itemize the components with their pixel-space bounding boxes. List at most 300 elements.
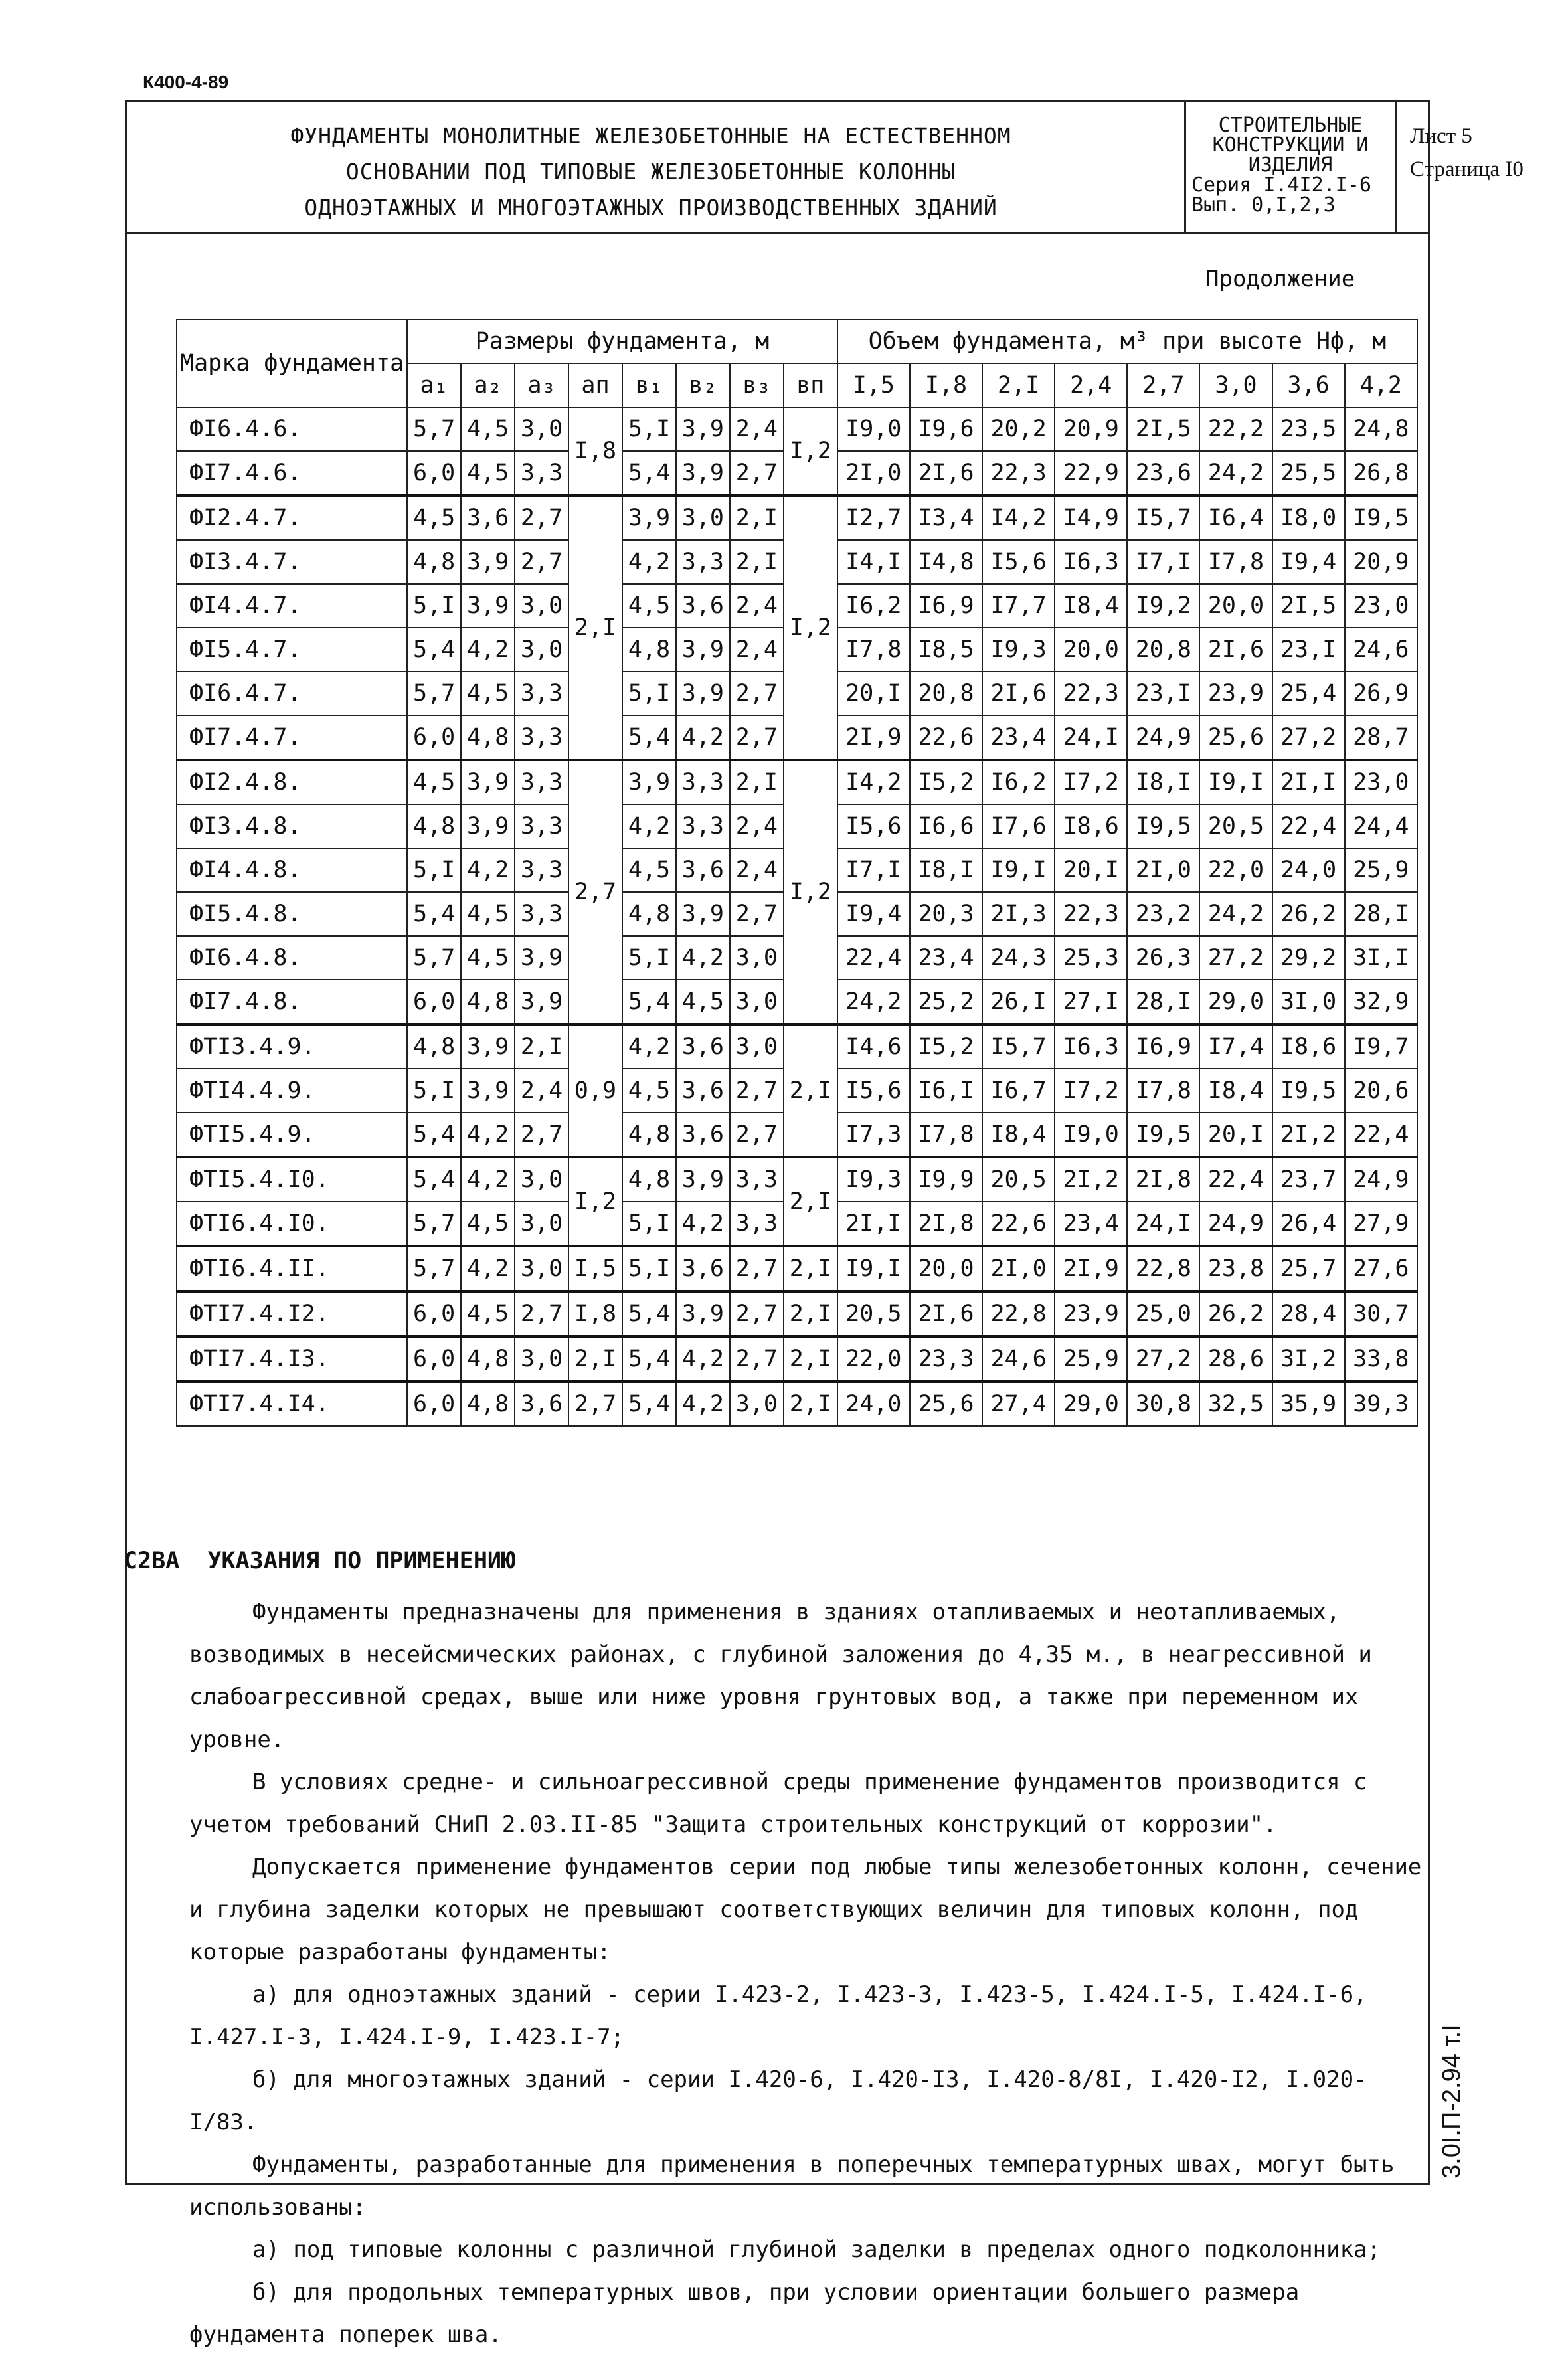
volume-cell: I3,4 [910, 496, 982, 540]
volume-cell: 27,2 [1199, 936, 1272, 980]
volume-cell: 25,3 [1055, 936, 1127, 980]
volume-cell: 24,2 [1199, 451, 1272, 496]
dim-a2: 4,2 [461, 628, 515, 672]
volume-cell: 28,I [1127, 980, 1199, 1024]
volume-cell: 22,4 [1199, 1157, 1272, 1202]
dim-b2: 4,2 [676, 936, 730, 980]
volume-cell: 22,6 [982, 1202, 1055, 1246]
volume-cell: 23,9 [1199, 672, 1272, 715]
dimension-column-header: вп [784, 363, 837, 407]
dim-a1: 6,0 [407, 1336, 461, 1382]
volume-cell: 2I,I [837, 1202, 910, 1246]
dim-b2: 3,6 [676, 848, 730, 892]
dim-a2: 4,2 [461, 848, 515, 892]
volume-cell: I6,9 [910, 584, 982, 628]
dim-an: 2,I [568, 1336, 622, 1382]
volume-cell: 23,5 [1272, 407, 1345, 451]
dim-a2: 4,8 [461, 1336, 515, 1382]
dim-b3: 3,0 [730, 1024, 784, 1069]
dim-a3: 3,9 [515, 980, 568, 1024]
section-code: С2ВА [124, 1548, 180, 1574]
dim-a2: 4,5 [461, 892, 515, 936]
dim-a2: 4,8 [461, 980, 515, 1024]
volume-cell: I9,2 [1127, 584, 1199, 628]
volume-cell: 24,8 [1345, 407, 1417, 451]
dim-an: I,5 [568, 1246, 622, 1291]
dim-b3: 2,7 [730, 451, 784, 496]
corner-code: К400-4-89 [143, 72, 229, 92]
volume-cell: I2,7 [837, 496, 910, 540]
series-line: КОНСТРУКЦИИ И [1212, 134, 1369, 157]
volume-cell: I6,3 [1055, 1024, 1127, 1069]
dim-bn: 2,I [784, 1157, 837, 1246]
dim-b2: 3,0 [676, 496, 730, 540]
volume-cell: 24,2 [837, 980, 910, 1024]
foundation-mark: ФI7.4.7. [177, 715, 407, 760]
dim-a1: 5,7 [407, 936, 461, 980]
dim-b3: 3,0 [730, 980, 784, 1024]
dim-a3: 3,0 [515, 1336, 568, 1382]
dim-b3: 2,7 [730, 1291, 784, 1336]
volume-cell: I9,I [982, 848, 1055, 892]
volume-cell: 24,I [1055, 715, 1127, 760]
dim-b2: 4,2 [676, 1336, 730, 1382]
volume-cell: 23,0 [1345, 760, 1417, 804]
volume-cell: 23,9 [1055, 1291, 1127, 1336]
volume-cell: 29,0 [1055, 1382, 1127, 1426]
dim-b2: 3,6 [676, 1113, 730, 1157]
dimension-column-header: a₂ [461, 363, 515, 407]
dim-b3: 2,7 [730, 1069, 784, 1113]
dimension-column-header: в₁ [622, 363, 676, 407]
table-row [177, 1024, 1417, 1069]
volume-cell: 26,8 [1345, 451, 1417, 496]
foundation-mark: ФI6.4.6. [177, 407, 407, 451]
volume-cell: 3I,2 [1272, 1336, 1345, 1382]
dim-a3: 3,0 [515, 1246, 568, 1291]
continued-label: Продолжение [1205, 266, 1355, 292]
volume-cell: I5,2 [910, 1024, 982, 1069]
dim-b1: 5,I [622, 407, 676, 451]
dim-b1: 5,4 [622, 980, 676, 1024]
volume-cell: 27,2 [1272, 715, 1345, 760]
volume-cell: 24,6 [1345, 628, 1417, 672]
page-number: Страница I0 [1410, 157, 1524, 181]
volume-cell: I8,I [1127, 760, 1199, 804]
dim-a1: 5,7 [407, 672, 461, 715]
volume-cell: 20,6 [1345, 1069, 1417, 1113]
foundation-mark: ФТI5.4.9. [177, 1113, 407, 1157]
table-row [177, 496, 1417, 540]
dim-a1: 5,4 [407, 1157, 461, 1202]
dim-an: 2,I [568, 496, 622, 760]
dim-b2: 3,9 [676, 672, 730, 715]
foundation-mark: ФТI4.4.9. [177, 1069, 407, 1113]
dim-b1: 4,5 [622, 848, 676, 892]
volume-cell: I7,I [1127, 540, 1199, 584]
dim-b2: 3,3 [676, 760, 730, 804]
height-column-header: 2,7 [1127, 363, 1199, 407]
volume-cell: 23,8 [1199, 1246, 1272, 1291]
dim-a3: 2,7 [515, 1291, 568, 1336]
dim-a3: 3,3 [515, 892, 568, 936]
title-line: ОДНОЭТАЖНЫХ И МНОГОЭТАЖНЫХ ПРОИЗВОДСТВЕННЫХ ЗДАНИЙ [304, 195, 998, 221]
dim-b2: 3,3 [676, 540, 730, 584]
dimension-column-header: a₁ [407, 363, 461, 407]
foundation-mark: ФТI6.4.I0. [177, 1202, 407, 1246]
dim-b1: 4,8 [622, 1157, 676, 1202]
volume-cell: 24,9 [1199, 1202, 1272, 1246]
dim-a2: 4,2 [461, 1157, 515, 1202]
volume-cell: 25,6 [1199, 715, 1272, 760]
volume-cell: 35,9 [1272, 1382, 1345, 1426]
dim-a1: 6,0 [407, 980, 461, 1024]
dim-b3: 2,4 [730, 407, 784, 451]
dim-b1: 5,4 [622, 715, 676, 760]
volume-cell: I6,4 [1199, 496, 1272, 540]
volume-cell: I7,2 [1055, 760, 1127, 804]
dim-bn: 2,I [784, 1291, 837, 1336]
volume-cell: I7,2 [1055, 1069, 1127, 1113]
volume-cell: 2I,2 [1055, 1157, 1127, 1202]
dim-an: I,8 [568, 1291, 622, 1336]
dim-a2: 3,6 [461, 496, 515, 540]
dim-b3: 3,0 [730, 936, 784, 980]
volume-cell: 27,I [1055, 980, 1127, 1024]
volume-cell: 3I,I [1345, 936, 1417, 980]
volume-cell: I6,6 [910, 804, 982, 848]
foundation-mark: ФI2.4.7. [177, 496, 407, 540]
dim-b1: 5,4 [622, 1291, 676, 1336]
paragraph: а) для одноэтажных зданий - серии I.423-2, I.423-3, I.423-5, I.424.I-5, I.424.I-6, I.427.I-3, I.424.I-9, I.423.I-7; [189, 1981, 1367, 2050]
dim-a2: 4,5 [461, 936, 515, 980]
dim-a1: 4,8 [407, 1024, 461, 1069]
volume-cell: I7,8 [1127, 1069, 1199, 1113]
dim-a3: 3,0 [515, 584, 568, 628]
volume-cell: 2I,6 [1199, 628, 1272, 672]
volume-cell: 23,0 [1345, 584, 1417, 628]
foundation-mark: ФI5.4.7. [177, 628, 407, 672]
volume-cell: I9,I [1199, 760, 1272, 804]
paragraph: Фундаменты, разработанные для применения в поперечных температурных швах, могут быть использованы: [189, 2151, 1395, 2220]
table-row [177, 1291, 1417, 1336]
dim-b1: 4,2 [622, 540, 676, 584]
dim-b1: 4,2 [622, 804, 676, 848]
volume-cell: 22,0 [837, 1336, 910, 1382]
sheet-number: Лист 5 [1410, 124, 1472, 148]
dim-a3: 3,0 [515, 1157, 568, 1202]
table-row [177, 1246, 1417, 1291]
dim-a2: 3,9 [461, 1069, 515, 1113]
dim-b3: 2,4 [730, 848, 784, 892]
volume-cell: 27,9 [1345, 1202, 1417, 1246]
foundation-mark: ФI6.4.8. [177, 936, 407, 980]
volume-cell: 30,7 [1345, 1291, 1417, 1336]
dim-b2: 3,9 [676, 1157, 730, 1202]
dim-a3: 3,3 [515, 848, 568, 892]
volume-cell: I9,4 [1272, 540, 1345, 584]
dim-b3: 2,4 [730, 628, 784, 672]
dim-a3: 2,4 [515, 1069, 568, 1113]
dim-b1: 4,8 [622, 892, 676, 936]
instructions-text [189, 1591, 1425, 2356]
foundation-mark: ФТI3.4.9. [177, 1024, 407, 1069]
dim-b1: 5,4 [622, 1382, 676, 1426]
volume-cell: 28,6 [1199, 1336, 1272, 1382]
dim-b3: 2,I [730, 760, 784, 804]
dim-a2: 4,5 [461, 451, 515, 496]
volume-cell: 2I,8 [1127, 1157, 1199, 1202]
paragraph: а) под типовые колонны с различной глубиной заделки в пределах одного подколонника; [252, 2236, 1381, 2263]
volume-cell: I9,I [837, 1246, 910, 1291]
volume-cell: I5,6 [837, 1069, 910, 1113]
foundation-mark: ФI3.4.8. [177, 804, 407, 848]
dim-a2: 4,5 [461, 1202, 515, 1246]
volume-cell: 24,3 [982, 936, 1055, 980]
dim-b1: 5,4 [622, 451, 676, 496]
volume-cell: 29,2 [1272, 936, 1345, 980]
volume-cell: 25,5 [1272, 451, 1345, 496]
title-block [125, 100, 1524, 234]
dimension-column-header: в₃ [730, 363, 784, 407]
volume-cell: 22,3 [1055, 892, 1127, 936]
dim-b1: 4,8 [622, 1113, 676, 1157]
dim-a3: 2,I [515, 1024, 568, 1069]
dim-b3: 2,4 [730, 584, 784, 628]
dim-a2: 3,9 [461, 1024, 515, 1069]
volume-cell: 23,7 [1272, 1157, 1345, 1202]
dim-bn: I,2 [784, 496, 837, 760]
dim-bn: I,2 [784, 760, 837, 1024]
table-row [177, 760, 1417, 804]
volume-cell: 24,0 [837, 1382, 910, 1426]
series-line: ИЗДЕЛИЯ [1248, 153, 1333, 177]
volume-cell: 25,0 [1127, 1291, 1199, 1336]
dim-a3: 3,9 [515, 936, 568, 980]
volume-cell: 20,0 [1055, 628, 1127, 672]
dim-a1: 5,4 [407, 892, 461, 936]
volume-cell: 20,3 [910, 892, 982, 936]
height-column-header: I,5 [837, 363, 910, 407]
dim-a3: 3,6 [515, 1382, 568, 1426]
document-title [133, 118, 1169, 226]
volume-cell: I8,5 [910, 628, 982, 672]
volume-cell: I7,8 [1199, 540, 1272, 584]
volume-cell: I9,5 [1127, 804, 1199, 848]
dim-b3: 2,7 [730, 672, 784, 715]
volume-cell: 2I,I [1272, 760, 1345, 804]
dim-b3: 3,3 [730, 1202, 784, 1246]
volume-cell: 39,3 [1345, 1382, 1417, 1426]
dim-a2: 4,2 [461, 1113, 515, 1157]
dim-bn: I,2 [784, 407, 837, 496]
dim-a1: 5,7 [407, 1246, 461, 1291]
dim-b3: 2,7 [730, 715, 784, 760]
volume-cell: 2I,9 [1055, 1246, 1127, 1291]
dim-b1: 5,I [622, 672, 676, 715]
dim-b2: 3,9 [676, 407, 730, 451]
volume-cell: I7,8 [910, 1113, 982, 1157]
volume-cell: 22,3 [982, 451, 1055, 496]
volume-cell: 20,5 [837, 1291, 910, 1336]
dim-a3: 3,0 [515, 628, 568, 672]
series-line: Серия I.4I2.I-6 [1191, 173, 1371, 197]
dim-a3: 3,0 [515, 407, 568, 451]
volume-cell: 22,4 [1345, 1113, 1417, 1157]
foundation-mark: ФI4.4.7. [177, 584, 407, 628]
dim-a1: 5,4 [407, 1113, 461, 1157]
dim-a3: 2,7 [515, 540, 568, 584]
volume-cell: 26,9 [1345, 672, 1417, 715]
foundation-mark: ФТI6.4.II. [177, 1246, 407, 1291]
volume-cell: I4,9 [1055, 496, 1127, 540]
volume-cell: I9,3 [982, 628, 1055, 672]
volume-cell: 24,9 [1127, 715, 1199, 760]
dim-b1: 5,I [622, 936, 676, 980]
dimension-column-header: aп [568, 363, 622, 407]
height-column-header: 2,4 [1055, 363, 1127, 407]
volume-cell: 27,4 [982, 1382, 1055, 1426]
volume-cell: I5,6 [982, 540, 1055, 584]
height-column-header: I,8 [910, 363, 982, 407]
dim-b2: 3,6 [676, 1246, 730, 1291]
volume-cell: 24,2 [1199, 892, 1272, 936]
volume-cell: I6,9 [1127, 1024, 1199, 1069]
volume-cell: I7,I [837, 848, 910, 892]
dim-b2: 4,2 [676, 1382, 730, 1426]
volume-cell: I7,3 [837, 1113, 910, 1157]
volume-cell: I9,9 [910, 1157, 982, 1202]
volume-cell: 23,4 [910, 936, 982, 980]
dim-a3: 2,7 [515, 1113, 568, 1157]
header-mark: Марка фундамента [177, 319, 407, 407]
dim-a2: 4,8 [461, 715, 515, 760]
volume-cell: 2I,6 [910, 451, 982, 496]
dim-a3: 3,3 [515, 760, 568, 804]
volume-cell: 22,9 [1055, 451, 1127, 496]
volume-cell: 22,3 [1055, 672, 1127, 715]
height-column-header: 2,I [982, 363, 1055, 407]
dim-b1: 4,5 [622, 584, 676, 628]
dim-b3: 2,7 [730, 1246, 784, 1291]
dim-b3: 2,I [730, 496, 784, 540]
dim-a3: 3,3 [515, 451, 568, 496]
dim-an: 2,7 [568, 760, 622, 1024]
dim-a3: 2,7 [515, 496, 568, 540]
volume-cell: 32,9 [1345, 980, 1417, 1024]
dim-bn: 2,I [784, 1382, 837, 1426]
volume-cell: I4,2 [982, 496, 1055, 540]
volume-cell: 25,2 [910, 980, 982, 1024]
foundation-mark: ФI3.4.7. [177, 540, 407, 584]
volume-cell: I5,7 [1127, 496, 1199, 540]
dim-b2: 3,3 [676, 804, 730, 848]
volume-cell: I4,8 [910, 540, 982, 584]
volume-cell: 28,I [1345, 892, 1417, 936]
dim-b1: 5,I [622, 1202, 676, 1246]
volume-cell: 3I,0 [1272, 980, 1345, 1024]
volume-cell: 27,6 [1345, 1246, 1417, 1291]
dim-an: 0,9 [568, 1024, 622, 1157]
dim-a2: 3,9 [461, 760, 515, 804]
volume-cell: I9,4 [837, 892, 910, 936]
volume-cell: 20,I [837, 672, 910, 715]
volume-cell: I9,6 [910, 407, 982, 451]
dim-b2: 3,6 [676, 1069, 730, 1113]
volume-cell: 32,5 [1199, 1382, 1272, 1426]
dim-b3: 2,7 [730, 1113, 784, 1157]
volume-cell: 2I,5 [1272, 584, 1345, 628]
volume-cell: 23,4 [1055, 1202, 1127, 1246]
foundation-table [176, 319, 1418, 1427]
table-row [177, 407, 1417, 451]
dim-b1: 3,9 [622, 496, 676, 540]
series-line: Вып. 0,I,2,3 [1191, 193, 1336, 217]
dim-a2: 4,2 [461, 1246, 515, 1291]
dim-b3: 2,4 [730, 804, 784, 848]
volume-cell: 23,2 [1127, 892, 1199, 936]
dim-a1: 5,7 [407, 1202, 461, 1246]
dim-b1: 3,9 [622, 760, 676, 804]
dim-b3: 2,7 [730, 892, 784, 936]
volume-cell: 26,3 [1127, 936, 1199, 980]
dim-a3: 3,3 [515, 804, 568, 848]
title-line: ФУНДАМЕНТЫ МОНОЛИТНЫЕ ЖЕЛЕЗОБЕТОННЫЕ НА ЕСТЕСТВЕННОМ [290, 123, 1011, 149]
dim-a1: 6,0 [407, 715, 461, 760]
foundation-mark: ФТI5.4.I0. [177, 1157, 407, 1202]
dim-a3: 3,0 [515, 1202, 568, 1246]
volume-cell: 29,0 [1199, 980, 1272, 1024]
volume-cell: I9,5 [1127, 1113, 1199, 1157]
dim-b2: 3,6 [676, 584, 730, 628]
dim-b3: 3,0 [730, 1382, 784, 1426]
volume-cell: I8,4 [1199, 1069, 1272, 1113]
volume-cell: 30,8 [1127, 1382, 1199, 1426]
volume-cell: I9,5 [1345, 496, 1417, 540]
volume-cell: 24,0 [1272, 848, 1345, 892]
volume-cell: 20,8 [910, 672, 982, 715]
foundation-mark: ФТI7.4.I2. [177, 1291, 407, 1336]
volume-cell: 2I,6 [910, 1291, 982, 1336]
volume-cell: I7,8 [837, 628, 910, 672]
series-line: СТРОИТЕЛЬНЫЕ [1218, 114, 1363, 137]
volume-cell: 26,I [982, 980, 1055, 1024]
dim-a1: 5,I [407, 584, 461, 628]
dim-b1: 5,4 [622, 1336, 676, 1382]
volume-cell: 25,7 [1272, 1246, 1345, 1291]
table-row [177, 1336, 1417, 1382]
volume-cell: 22,4 [1272, 804, 1345, 848]
volume-cell: 2I,6 [982, 672, 1055, 715]
foundation-mark: ФI7.4.6. [177, 451, 407, 496]
volume-cell: I6,7 [982, 1069, 1055, 1113]
dim-a1: 5,4 [407, 628, 461, 672]
volume-cell: I8,0 [1272, 496, 1345, 540]
dim-a1: 6,0 [407, 451, 461, 496]
volume-cell: 2I,9 [837, 715, 910, 760]
volume-cell: I5,6 [837, 804, 910, 848]
dim-b1: 4,2 [622, 1024, 676, 1069]
paragraph: Допускается применение фундаментов серии под любые типы железобетонных колонн, сечение и глубина заделки которых не превышают соответствующих величин для типовых колонн, под которые разработаны фундаменты: [189, 1854, 1422, 1965]
volume-cell: 24,I [1127, 1202, 1199, 1246]
dim-b2: 4,2 [676, 715, 730, 760]
volume-cell: 20,I [1199, 1113, 1272, 1157]
volume-cell: I8,6 [1272, 1024, 1345, 1069]
volume-cell: I8,I [910, 848, 982, 892]
volume-cell: 26,2 [1199, 1291, 1272, 1336]
volume-cell: I8,4 [982, 1113, 1055, 1157]
volume-cell: 28,7 [1345, 715, 1417, 760]
